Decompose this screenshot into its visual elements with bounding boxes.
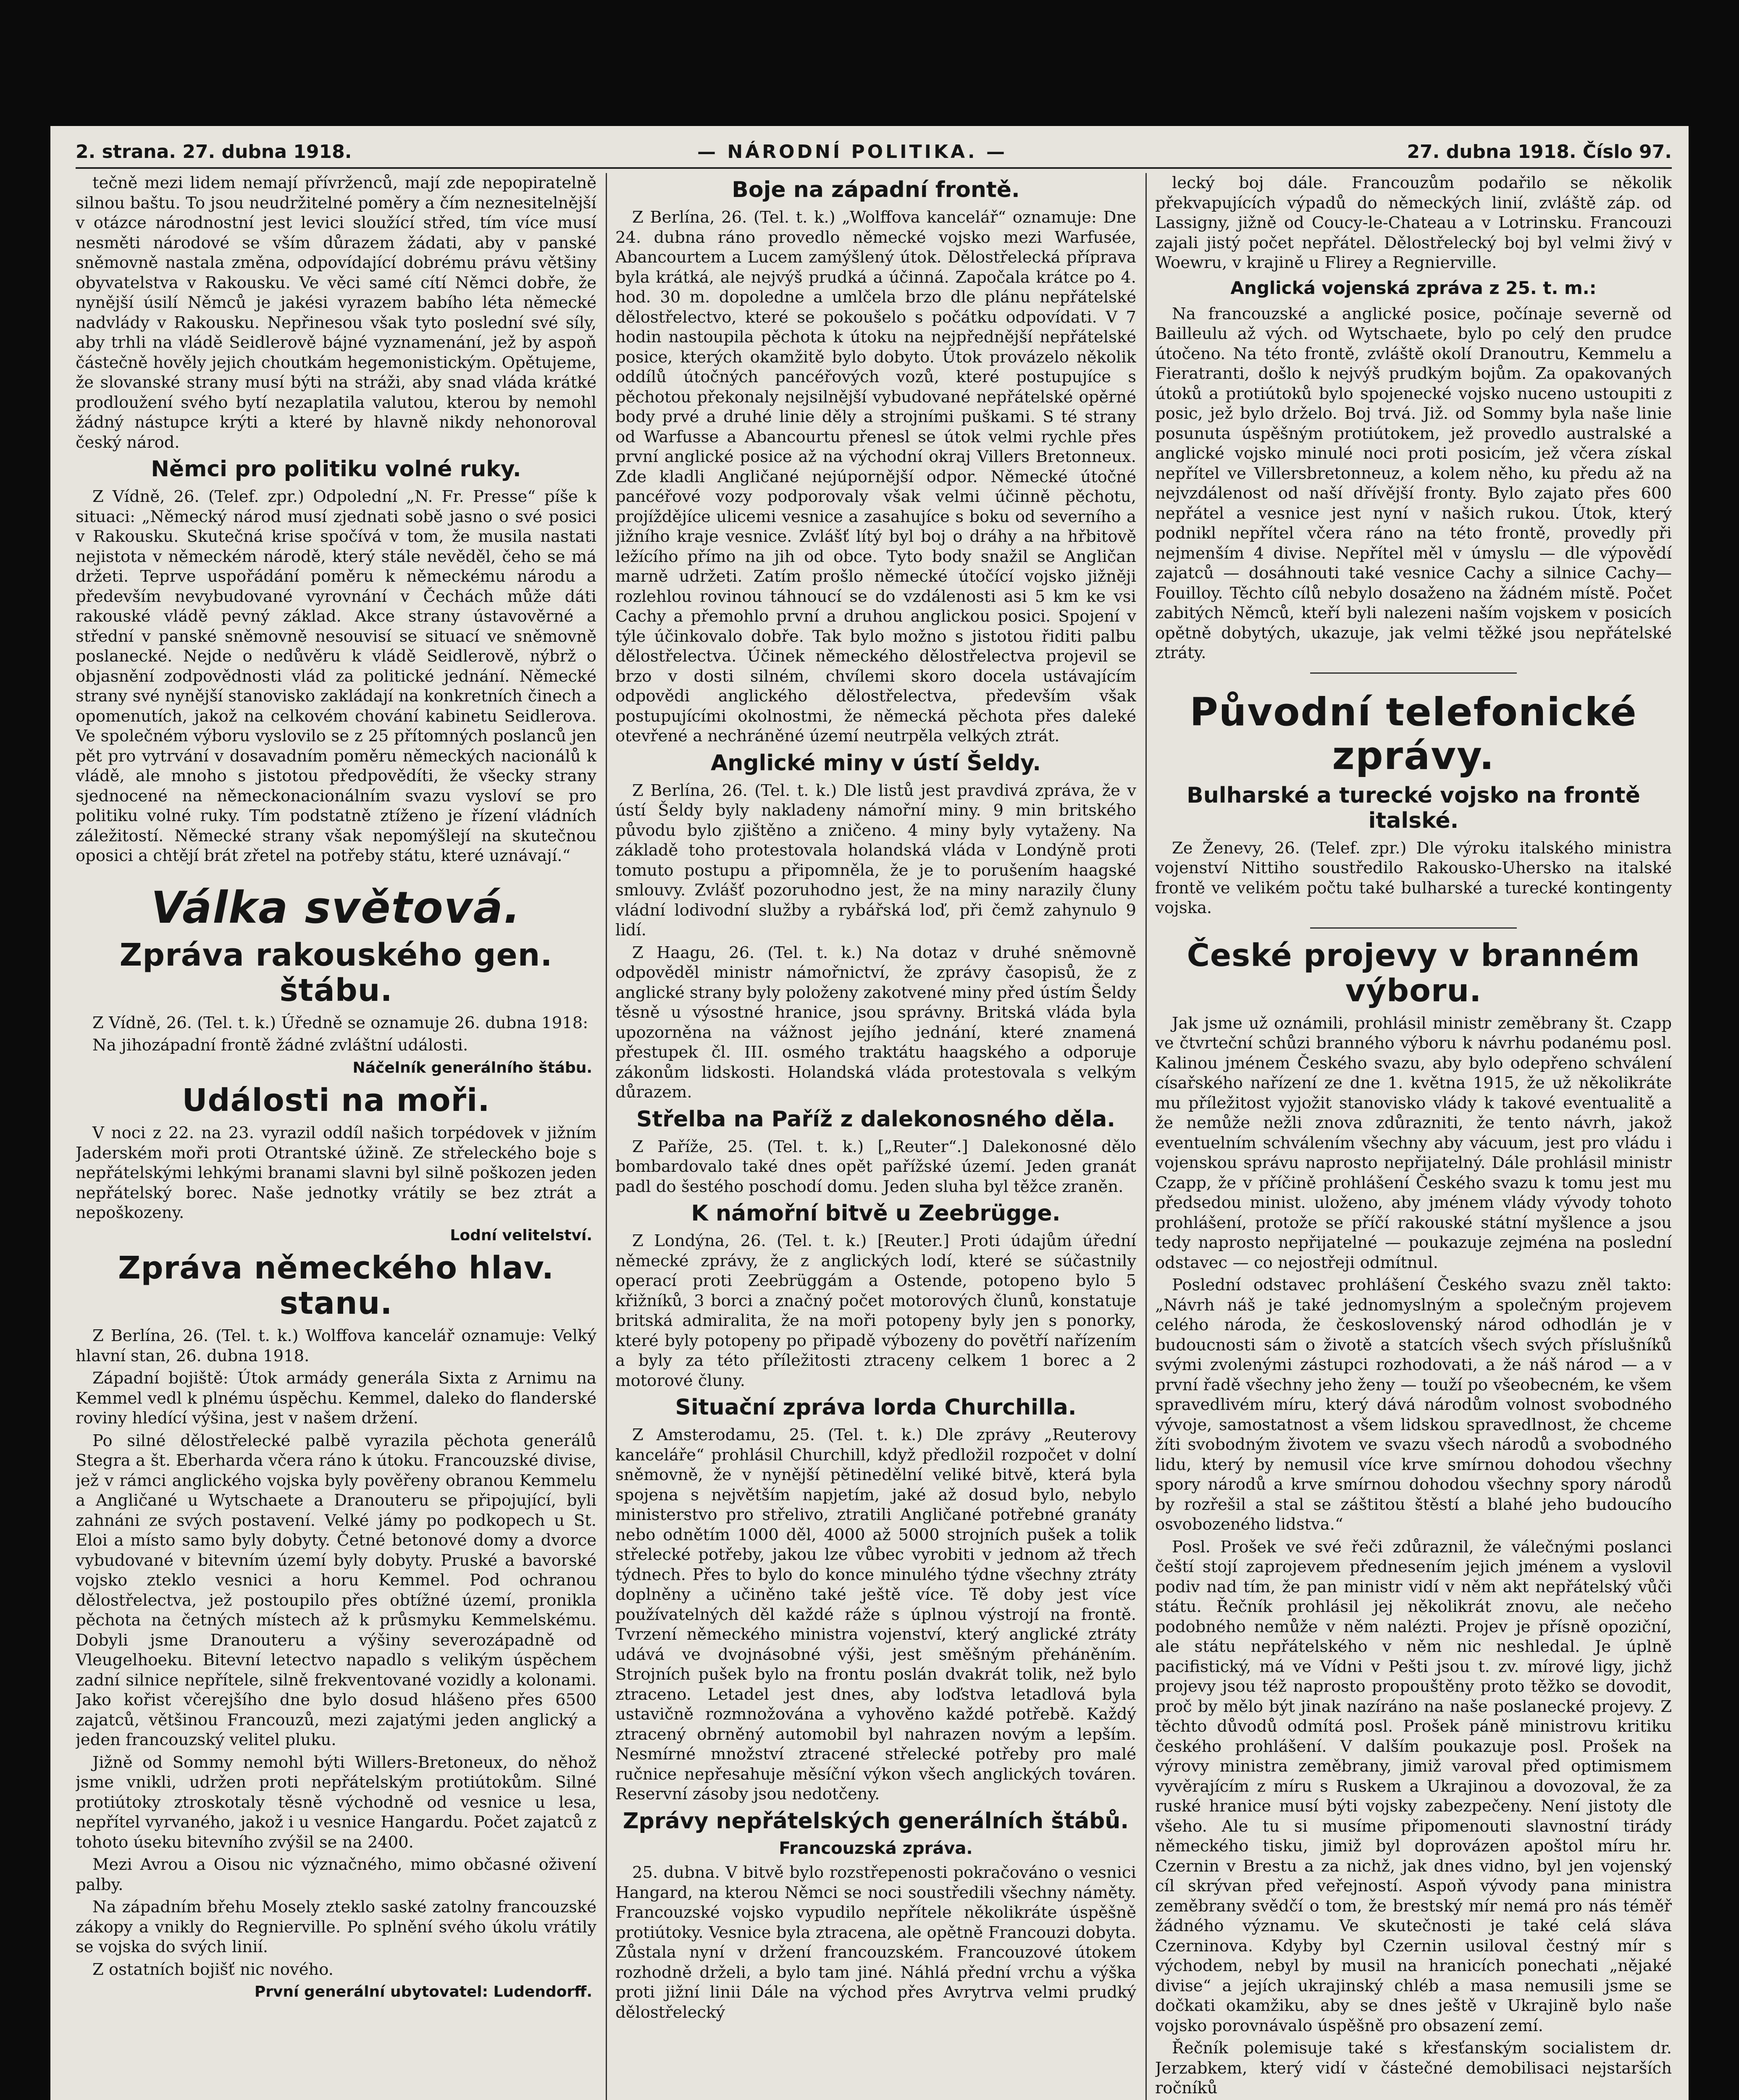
article-paragraph: Z Haagu, 26. (Tel. t. k.) Na dotaz v druhé sněmovně odpověděl ministr námořnictví, že zprávy časopisů, že z anglické strany byly položeny zakotvené miny před ústím Šeldy těsně u výsostné hranice, jsou správny. Britská vláda byla upozorněna na vážnost jejího jednání, které znamená přestupek čl. III. osmého traktátu haagského a odporuje zákonům lidskosti. Holandská vláda protestovala s velkým důrazem. bbox=[615, 943, 1136, 1102]
newspaper-page bbox=[50, 126, 1689, 2100]
article-paragraph: Z Vídně, 26. (Telef. zpr.) Odpolední „N. Fr. Presse“ píše k situaci: „Německý národ musí zjednati sobě jasno o své posici v Rakousku. Skutečná krise spočívá v tom, že musila nastati nejistota v německém národě, který stále nevěděl, čeho se má držeti. Teprve uspořádání poměru k německému národu a především nevybudované vyrovnání v Čechách může dáti rakouské vládě pevný základ. Akce strany ústavověrné a střední v panské sněmovně nesouvisí se situací ve sněmovně poslanecké. Nejde o nedůvěru k vládě Seidlerově, nýbrž o objasnění zodpovědnosti vlád za politické jednání. Německé strany své nynější stanovisko zakládají na konkretních činech a opomenutích, jakož na celkovém chování kabinetu Seidlerova. Ve společném výboru vyslovilo se z 25 přítomných poslanců jen pět pro vytrvání v dosavadním poměru německých nacionálů k vládě, ale mnoho s jistotou předpovědíti, že všecky strany sjednocené na německonacionálním svazu vysloví se pro politiku volné ruky. Tím podstatně ztíženo je řízení vládních záležitostí. Německé strany však nepomýšlejí na skutečnou oposici a chtějí brát zřetel na potřeby státu, které uznávají.“ bbox=[76, 487, 596, 865]
article-paragraph: Na jihozápadní frontě žádné zvláštní události. bbox=[92, 1036, 468, 1055]
article-paragraph: Z Berlína, 26. (Tel. t. k.) „Wolffova kancelář“ oznamuje: Dne 24. dubna ráno provedlo německé vojsko mezi Warfusée, Abancourtem a Lucem zamýšlený útok. Dělostřelecká příprava byla krátká, ale nejvýš prudká a účinná. Započala krátce po 4. hod. 30 m. dopoledne a umlčela brzo dle plánu nepřátelské dělostřelectvo, které se pokoušelo s počátku odpovídati. V 7 hodin nastoupila pěchota k útoku na nejpřednější nepřátelské posice, kterých okamžitě bylo dobyto. Útok provázelo několik oddílů útočných pancéřových vozů, které postupujíce s pěchotou překonaly nejsilnější vybudované nepřátelské opěrné body prvé a druhé linie děly a strojními puškami. S té strany od Warfusse a Abancourtu přenesl se útok velmi rychle přes první anglické posice až na východní okraj Villers Bretonneux. Zde kladli Angličané nejúpornější odpor. Německé útočné pancéřové vozy podporovaly však velmi účinně pěchotu, projíždějíce ulicemi vesnice a zasahujíce s boku od severního a jižního kraje vesnice. Zvlášť lítý byl boj o dráhy a na hřbitově ležícího přímo na jih od obce. Tyto body snažil se Angličan marně udržeti. Zatím prošlo německé útočící vojsko jižněji rozlehlou rovinou táhnoucí se do vzdálenosti asi 5 km ke vsi Cachy a přemohlo první a druhou anglickou posici. Spojení v týle účinkovalo dobře. Tak bylo možno s jistotou řiditi palbu dělostřelectva. Účinek německého dělostřelectva projevil se brzo v dosti silném, chvílemi skoro docela ustávajícím odpovědi anglického dělostřelectva, především však postupujícími okolnostmi, že německá pěchota přes daleké otevřené a nechráněné území neutrpěla velkých ztrát. bbox=[615, 208, 1136, 746]
article-headline: Anglická vojenská zpráva z 25. t. m.: bbox=[1230, 277, 1597, 298]
article-subheadline: Francouzská zpráva. bbox=[779, 1838, 973, 1858]
scan-border-top bbox=[0, 0, 1739, 126]
article-headline: Střelba na Paříž z dalekonosného děla. bbox=[636, 1106, 1115, 1132]
article-paragraph: Ze Ženevy, 26. (Telef. zpr.) Dle výroku italského ministra vojenství Nittiho soustředilo Rakousko-Uhersko na italské frontě ve velikém počtu také bulharské a turecké kontingenty vojska. bbox=[1155, 838, 1672, 917]
article-paragraph: Po silné dělostřelecké palbě vyrazila pěchota generálů Stegra a št. Eberharda včera ráno k útoku. Francouzské divise, jež v rámci anglického vojska byly pověřeny obranou Kemmelu a Angličané u Wytschaete a Dranouteru se připojující, byli zahnáni ze svých postavení. Velké jámy po podkopech u St. Eloi a místo samo byly dobyty. Četné betonové domy a dvorce vybudované v bitevním území byly dobyty. Pruské a bavorské vojsko zteklo vesnici a horu Kemmel. Pod ochranou dělostřelectva, jež postoupilo přes obtížné území, pronikla pěchota na četných místech až k průsmyku Kemmelskému. Dobyli jsme Dranouteru a výšiny severozápadně od Vleugelhoeku. Bitevní letectvo napadlo s velikým úspěchem zadní silnice nepřítele, silně frekventované vozidly a kolonami. Jako kořist včerejšího dne bylo dosud hlášeno přes 6500 zajatců, většinou Francouzů, mezi zajatými jeden anglický a jeden francouzský velitel pluku. bbox=[76, 1431, 596, 1749]
article-headline: Zpráva rakouského gen. štábu. bbox=[119, 937, 553, 1008]
page-number: 2. strana. bbox=[76, 141, 176, 163]
article-headline: Boje na západní frontě. bbox=[732, 177, 1020, 202]
article-paragraph: Posl. Prošek ve své řeči zdůraznil, že válečnými poslanci čeští stojí zaprojevem přednesením jejich jménem a vyslovil podiv nad tím, že pan ministr vidí v něm akt nepřátelský vůči státu. Řečník prohlásil jej několikrát znovu, ale nečeho podobného nemůže v něm nalézti. Projev je přísně opoziční, ale státu nepřátelského v něm nic neshledal. Je úplně pacifistický, má ve Vídni v Pešti jsou t. zv. mírové ligy, jichž projevy jsou též naprosto propouštěny proto těžko se dovodit, proč by mělo být jinak nazíráno na naše poslanecké projevy. Z těchto důvodů odmítá posl. Prošek páně ministrovu kritiku českého prohlášení. V dalším poukazuje posl. Prošek na výrovy ministra zeměbrany, jimiž varoval před optimismem vyvěrajícím z míru s Ruskem a Ukrajinou a dovozoval, že za ruské hranice musí býti vojsky zabezpečeny. Není jistoty dle všeho. Ale tu si musíme připomenouti slavnostní tirády německého tisku, jimiž byl doprovázen apoštol míru hr. Czernin v Brestu a za nichž, jak dnes vidno, byl jen vojenský cíl skrývan před veřejností. Aspoň vývody pana ministra zeměbrany svědčí o tom, že brestský mír nemá pro nás téměř žádného významu. Ve skutečnosti je také celá sláva Czerninova. Kdyby byl Czernin usiloval čestný mír s východem, nebyl by musil na hranicích ponechati „nějaké divise“ a jejích ukrajinský chléb a masa nemusili jsme se dočkati okamžiku, aby se dnes ještě v Ukrajině bylo naše vojsko porovnávalo úspěšně pro obsazení zemí. bbox=[1155, 1537, 1672, 2035]
article-paragraph: Mezi Avrou a Oisou nic význačného, mimo občasné oživení palby. bbox=[76, 1855, 596, 1894]
article-headline: Anglické miny v ústí Šeldy. bbox=[711, 750, 1041, 776]
article-headline: Bulharské a turecké vojsko na frontě italské. bbox=[1187, 782, 1640, 833]
article-paragraph: Na západním břehu Mosely zteklo saské zatolny francouzské zákopy a vnikly do Regnierville. Po splnění svého úkolu vrátily se vojska do svých linií. bbox=[76, 1898, 596, 1956]
article-paragraph: Na francouzské a anglické posice, počínaje severně od Bailleulu až vých. od Wytschaete, bylo po celý den prudce útočeno. Na této frontě, zvláště okolí Dranoutru, Kemmelu a Fieratranti, došlo k nejvýš prudkým bojům. Za opakovaných útoků a protiútoků bylo spojenecké vojsko nuceno ustoupiti z posic, jež bylo drželo. Boj trvá. Již. od Sommy byla naše linie posunuta úspěšným protiútokem, jež provedlo australské a anglické vojsko minulé noci proti posicím, jež včera získal nepřítel ve Villersbretonneuz, a kolem něho, ku předu až na nejvzdálenost od naší dřívější fronty. Bylo zajato přes 600 nepřátel a vesnice jest nyní v našich rukou. Útok, který podnikl nepřítel včera ráno na této frontě, provedly při nejmenším 4 divise. Nepřítel měl v úmyslu — dle výpovědí zajatců — dosáhnouti také vesnice Cachy a silnice Cachy—Fouilloy. Těchto cílů nebylo dosaženo na žádném místě. Počet zabitých Němců, kteří byli nalezeni naším vojskem v posicích opětně dobytých, ukazuje, jak velmi těžké jsou nepřátelské ztráty. bbox=[1155, 304, 1672, 662]
article-headline: Události na moři. bbox=[182, 1082, 490, 1118]
article-headline: K námořní bitvě u Zeebrügge. bbox=[691, 1201, 1061, 1226]
header-left bbox=[76, 141, 352, 163]
article-paragraph: Jak jsme už oznámili, prohlásil ministr zeměbrany št. Czapp ve čtvrteční schůzi branného výboru k návrhu podanému posl. Kalinou jménem Českého svazu, aby bylo odepřeno schválení císařského nařízení ze dne 1. května 1915, že už několikráte mu příležitost vyjožit stanovisko vlády k takové eventualitě a že nemůže nežli znova zdůrazniti, že tento návrh, jakož eventuelním schválením všechny aby vácuum, jest pro vládu i vojenskou správu naprosto nepřijatelný. Dále prohlásil ministr Czapp, že v příčině prohlášení Českého svazu k tomu jest mu předsedou minist. uloženo, aby jménem vlády vývody tohoto prohlášení, protože se příčí rakouské státní myšlence a jsou tedy naprosto nepřijatelné — poukazuje zejména na poslední odstavec — co nejostřeji odmítnul. bbox=[1155, 1013, 1672, 1272]
article-paragraph: Řečník polemisuje také s křesťanským socialistem dr. Jerzabkem, který vidí v částečné demobilisaci nejstarších ročníků bbox=[1155, 2039, 1672, 2097]
section-title: Původní telefonické zprávy. bbox=[1190, 689, 1637, 778]
newspaper-title: — NÁRODNÍ POLITIKA. — bbox=[697, 141, 1007, 163]
page-header bbox=[76, 138, 1672, 169]
article-headline: Němci pro politiku volné ruky. bbox=[151, 457, 521, 482]
divider bbox=[1310, 927, 1517, 929]
article-paragraph: 25. dubna. V bitvě bylo rozstřepenosti pokračováno o vesnici Hangard, na kterou Němci se noci soustředili všechny náměty. Francouzské vojsko vypudilo nepřítele několikráte úspěšně protiútoky. Vesnice byla ztracena, ale opětně Francouzi dobyta. Zůstala nyní v držení francouzském. Francouzové útokem rozhodně drželi, a bylo tam jiné. Náhlá přední vrchu a výška proti jižní linii Dále na východ přes Avrytrva velmi prudký dělostřelecký bbox=[615, 1863, 1136, 2022]
column-1 bbox=[76, 173, 596, 2100]
article-paragraph: lecký boj dále. Francouzům podařilo se několik překvapujících výpadů do německých linií, zvláště záp. od Lassigny, jižně od Coucy-le-Chateau a v Lotrinsku. Francouzi zajali jistý počet nepřátel. Dělostřelecký boj byl velmi živý v Woewru, v krajině u Flirey a Regnierville. bbox=[1155, 173, 1672, 272]
article-paragraph: Z Paříže, 25. (Tel. t. k.) [„Reuter“.] Dalekonosné dělo bombardovalo také dnes opět pařížské území. Jeden granát padl do šestého poschodí domu. Jeden sluha byl těžce zraněn. bbox=[615, 1137, 1136, 1196]
header-date-right: 27. dubna 1918. bbox=[1407, 141, 1576, 163]
column-rule bbox=[1145, 173, 1147, 2100]
article-paragraph: Z Berlína, 26. (Tel. t. k.) Wolffova kancelář oznamuje: Velký hlavní stan, 26. dubna 1918. bbox=[76, 1326, 596, 1365]
article-paragraph: Z Vídně, 26. (Tel. t. k.) Úředně se oznamuje 26. dubna 1918: bbox=[92, 1013, 588, 1032]
signature: Náčelník generálního štábu. bbox=[352, 1059, 592, 1076]
article-paragraph: Z Londýna, 26. (Tel. t. k.) [Reuter.] Proti údajům úřední německé zprávy, že z anglických lodí, které se súčastnily operací proti Zeebrüggám a Ostende, potopeno bylo 5 křižníků, 3 borci a značný počet motorových člunů, konstatuje britská admiralita, že na moři potopeny byly jen s ponorky, které byly potopeny po připadě výbozeny do povětří nařízením a byly za této příležitosti ztraceny celkem 1 borec a 2 motorové čluny. bbox=[615, 1231, 1136, 1390]
column-2 bbox=[615, 173, 1136, 2100]
article-paragraph: Z Amsterodamu, 25. (Tel. t. k.) Dle zprávy „Reuterovy kanceláře“ prohlásil Churchill, když předložil rozpočet v dolní sněmovně, že v nynější pětinedělní veliké bitvě, která byla spojena s největším napjetím, jaké až dosud bylo, nebylo ministerstvo pro střelivo, ztratili Angličané potřebné granáty nebo odnětím 1000 děl, 4000 až 5000 strojních pušek a tolik střelecké potřeby, jakou lze vůbec vyrobiti v jednom až třech týdnech. Přes to bylo do konce minulého týdne všechny ztráty doplněny a učiněno také ještě více. Tě doby jest více používatelných děl každé ráže s úplnou výstrojí na frontě. Tvrzení německého ministra vojenství, který anglické ztráty udává ve dvojnásobné výši, jest směšným přeháněním. Strojních pušek bylo na frontu poslán dvakrát tolik, než bylo ztraceno. Letadel jest dnes, aby loďstva letadlová byla ustavičně rozmnožována a vyhověno každé potřebě. Každý ztracený obrněný automobil byl nahrazen novým a lepším. Nesmírné množství ztracené střelecké potřeby pro malé ručnice nepřesahuje měsíční výkon všech anglických továren. Reservní zásoby jsou nedotčeny. bbox=[615, 1425, 1136, 1803]
article-paragraph: Z Berlína, 26. (Tel. t. k.) Dle listů jest pravdivá zpráva, že v ústí Šeldy byly nakladeny námořní miny. 9 min britského původu bylo zjištěno a zničeno. 4 miny byly vytaženy. Na základě toho protestovala holandská vláda v Londýně proti tomuto postupu a připomněla, že je to porušením haagské smlouvy. Zvlášť pozoruhodno jest, že na miny narazily čluny vládní lodivodní služby a rybářská loď, při čemž zahynulo 9 lidí. bbox=[615, 781, 1136, 940]
header-right bbox=[1407, 141, 1672, 163]
divider bbox=[1310, 672, 1517, 674]
issue-number: Číslo 97. bbox=[1582, 141, 1672, 163]
article-headline: Zpráva německého hlav. stanu. bbox=[118, 1250, 554, 1321]
column-rule bbox=[606, 173, 607, 2100]
signature: První generální ubytovatel: Ludendorff. bbox=[254, 1983, 592, 2000]
section-title: Válka světová. bbox=[151, 882, 521, 933]
signature: Lodní velitelství. bbox=[450, 1226, 592, 1244]
column-3 bbox=[1155, 173, 1672, 2100]
article-paragraph: Západní bojiště: Útok armády generála Sixta z Arnimu na Kemmel vedl k plnému úspěchu. Kemmel, daleko do flanderské roviny hledící výšina, jest v našem držení. bbox=[76, 1369, 596, 1428]
article-paragraph: Z ostatních bojišť nic nového. bbox=[92, 1960, 334, 1979]
article-headline: Situační zpráva lorda Churchilla. bbox=[675, 1395, 1077, 1420]
article-paragraph: Poslední odstavec prohlášení Českého svazu zněl takto: „Návrh náš je také jednomyslným a společným projevem celého národa, že československý národ odhodlán je v budoucnosti sám o životě a statcích všech svých příslušníků svými zvolenými zástupci rozhodovati, a že náš národ — a v první řadě všechny jeho ženy — touží po všeobecném, ke všem spravedlivém míru, který dává národům volnost svobodného vývoje, samostatnost a všem lidskou spravedlnost, že chceme žíti svobodným životem ve svazu všech národů a svobodného lidu, který by nemusil více krve smírnou dohodou všechny spory národů a krve smírnou dohodou všechny spory národů by rozřešil a stal se záštitou štěstí a blahé jeho budoucího osvobozeného lidstva.“ bbox=[1155, 1276, 1672, 1534]
header-date-left: 27. dubna 1918. bbox=[182, 141, 352, 163]
article-headline: Zprávy nepřátelských generálních štábů. bbox=[623, 1808, 1129, 1834]
article-paragraph: Jižně od Sommy nemohl býti Willers-Bretoneux, do něhož jsme vnikli, udržen proti nepřátelským protiútokům. Silné protiútoky ztroskotaly těsně východně od vesnice u lesa, nepřítel vyrvaného, jakož i u vesnice Hangardu. Počet zajatců z tohoto úseku bitevního zvýšil se na 2400. bbox=[76, 1753, 596, 1852]
article-headline: České projevy v branném výboru. bbox=[1187, 937, 1640, 1009]
article-paragraph: tečně mezi lidem nemají přívrženců, mají zde nepopiratelně silnou baštu. To jsou neudržitelné poměry a čím neznesitelnější v otázce národnostní jest levici sloužící střed, tím více musí nesměti národové se vším důrazem žádati, aby v panské sněmovně nastala změna, odpovídající dobrému právu většiny obyvatelstva v Rakousku. Ve věci samé cítí Němci dobře, že nynější úsilí Němců je jakési vyrazem babího léta německé nadvlády v Rakousku. Nepřinesou však tyto poslední své síly, aby trhli na vládě Seidlerově bájné vyznamenání, jež by aspoň částečně hověly jejich choutkám hegemonistickým. Opětujeme, že slovanské strany musí býti na stráži, aby snad vláda krátké prodloužení svého bytí nezaplatila valutou, kterou by nemohl žádný nástupce krýti a které by hlavně nikdy nehonoroval český národ. bbox=[76, 173, 596, 452]
article-paragraph: V noci z 22. na 23. vyrazil oddíl našich torpédovek v jižním Jaderském moři proti Otrantské úžině. Ze střeleckého boje s nepřátelskými lehkými branami slavni byl silně poškozen jeden nepřátelský borec. Naše jednotky vrátily se bez ztrát a nepoškozeny. bbox=[76, 1124, 596, 1222]
